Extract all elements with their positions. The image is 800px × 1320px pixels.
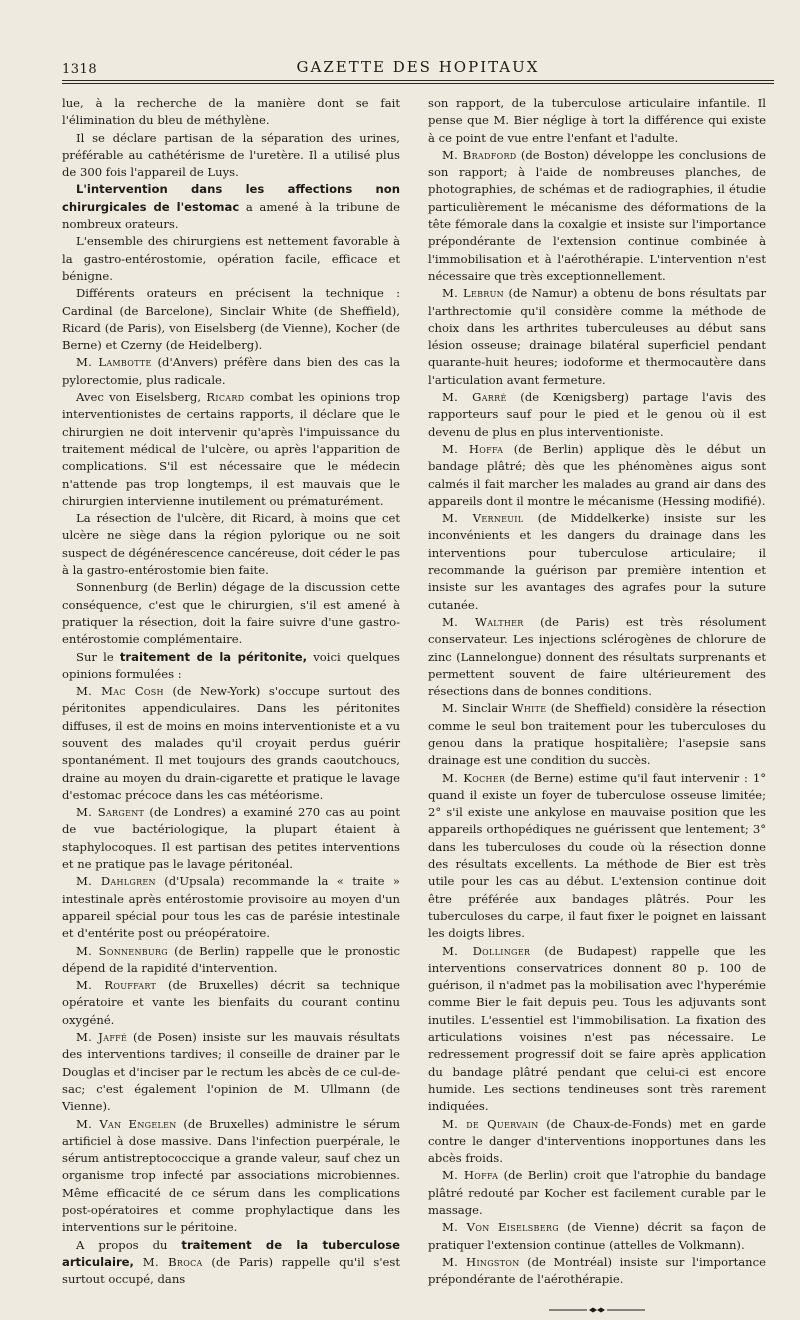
section-heading: traitement de la tuberculose articulaire,: [62, 1237, 400, 1269]
paragraph: M. Sonnenburg (de Berlin) rappelle que le pronostic dépend de la rapidité d'intervention.: [62, 943, 400, 975]
speaker-name: M. Garré: [442, 390, 507, 405]
paragraph: L'intervention dans les affections non chirurgicales de l'estomac a amené à la tribune de nombreux orateurs.: [62, 182, 400, 232]
paragraph: Sur le traitement de la péritonite, voici quelques opinions formulées :: [62, 649, 400, 681]
paragraph: M. de Quervain (de Chaux-de-Fonds) met en garde contre le danger d'interventions inopportunes dans les abcès froids.: [428, 1116, 766, 1166]
section-heading: L'intervention dans les affections non chirurgicales de l'estomac: [62, 182, 400, 214]
paragraph: M. Hoffa (de Berlin) croit que l'atrophie du bandage plâtré redouté par Kocher est facilement curable par le massage.: [428, 1168, 766, 1217]
paragraph: M. Lebrun (de Namur) a obtenu de bons résultats par l'arthrectomie qu'il considère comme la méthode de choix dans les arthrites tuberculeuses au début sans lésion osseuse; drainage bilatéral superficiel pendant quarante-huit heures; iodoforme et thermocautère dans l'articulation avant fermeture.: [428, 286, 766, 387]
paragraph: M. Bradford (de Boston) développe les conclusions de son rapport; à l'aide de nombreuses planches, de photographies, de schémas et de radiographies, il étudie particulièrement le mécanisme des déformations de la tête fémorale dans la coxalgie et insiste sur l'importance prépondérante de l'extension continue combinée à l'immobilisation et à l'aérothérapie. L'intervention n'est nécessaire que très exceptionnellement.: [428, 147, 766, 283]
paragraph: Il se déclare partisan de la séparation des urines, préférable au cathétérisme de l'uretère. Il a utilisé plus de 300 fois l'appareil de Luys.: [62, 130, 400, 180]
paragraph: L'ensemble des chirurgiens est nettement favorable à la gastro-entérostomie, opération facile, efficace et bénigne.: [62, 234, 400, 283]
paragraph: son rapport, de la tuberculose articulaire infantile. Il pense que M. Bier néglige à tort la différence qui existe à ce point de vue entre l'enfant et l'adulte.: [428, 96, 766, 145]
speaker-name: M. Sargent: [76, 805, 145, 820]
speaker-name: M. de Quervain: [442, 1116, 539, 1131]
speaker-name: M. Van Engelen: [76, 1116, 177, 1131]
section-heading: traitement de la péritonite,: [119, 649, 308, 664]
speaker-name: M. Von Eiselsberg: [442, 1220, 559, 1235]
speaker-name: M. Hoffa: [442, 1168, 499, 1183]
paragraph: La résection de l'ulcère, dit Ricard, à moins que cet ulcère ne siège dans la région pylorique ou ne soit suspect de dégénérescence cancéreuse, doit céder le pas à la gastro-entérostomie bien faite.: [62, 511, 400, 578]
speaker-name: M. Bradford: [442, 147, 517, 162]
speaker-name: M. Rouffart: [76, 978, 157, 993]
paragraph: M. Rouffart (de Bruxelles) décrit sa technique opératoire et vante les bienfaits du courant continu oxygéné.: [62, 978, 400, 1027]
header-rule-bottom: [62, 83, 774, 84]
speaker-name: M. Jaffé: [76, 1030, 128, 1045]
paragraph: M. Von Eiselsberg (de Vienne) décrit sa façon de pratiquer l'extension continue (attelles de Volkmann).: [428, 1220, 767, 1252]
paragraph: M. Kocher (de Berne) estime qu'il faut intervenir : 1° quand il existe un foyer de tuberculose osseuse limitée; 2° s'il existe une ankylose en mauvaise position que les appareils orthopédiques ne guérissent que lentement; 3° dans les tuberculoses du coude où la résection donne des résultats excellents. La méthode de Bier est très utile pour les cas au début. L'extension continue doit être préférée aux bandages plâtrés. Pour les tuberculoses du carpe, il faut fixer le poignet en laissant les doigts libres.: [428, 770, 766, 941]
paragraph: M. Sargent (de Londres) a examiné 270 cas au point de vue bactériologique, la plupart étaient à staphylocoques. Il est partisan des petites interventions et ne pratique pas le lavage péritonéal.: [62, 805, 400, 872]
paragraph: M. Lambotte (d'Anvers) préfère dans bien des cas la pylorectomie, plus radicale.: [62, 355, 400, 387]
paragraph: M. Walther (de Paris) est très résolument conservateur. Les injections sclérogènes de chlorure de zinc (Lannelongue) donnent des résultats surprenants et permettent souvent de faire ultérieurement des résections dans de bonnes conditions.: [428, 614, 766, 699]
header-rule-top: [62, 80, 774, 81]
journal-title: GAZETTE DES HOPITAUX: [296, 58, 540, 76]
speaker-name: M. Verneuil: [442, 511, 524, 526]
speaker-name: M. Lebrun: [442, 286, 504, 301]
paragraph: M. Mac Cosh (de New-York) s'occupe surtout des péritonites appendiculaires. Dans les péritonites diffuses, il est de moins en moins interventioniste et a vu souvent des malades qu'il croyait perdus guérir spontanément. Il met toujours des grands caoutchoucs, draine au moyen du drain-cigarette et pratique le lavage d'estomac précoce dans les cas météorisme.: [62, 684, 400, 802]
paragraph: M. Verneuil (de Middelkerke) insiste sur les inconvénients et les dangers du drainage dans les interventions pour tuberculose articulaire; il recommande la guérison par première intention et insiste sur les avantages des agrafes pour la suture cutanée.: [428, 511, 766, 612]
speaker-name: M. Hoffa: [442, 441, 504, 456]
end-ornament-icon: [428, 1302, 766, 1319]
speaker-name: Ricard: [206, 390, 245, 405]
paragraph: M. Hingston (de Montréal) insiste sur l'importance prépondérante de l'aérothérapie.: [428, 1254, 767, 1287]
paragraph: M. Van Engelen (de Bruxelles) administre le sérum artificiel à dose massive. Dans l'infection puerpérale, le sérum antistreptococcique a grande valeur, sauf chez un organisme trop infecté par associations microbiennes. Même efficacité de ce sérum dans les complications post-opératoires et comme prophylactique dans les interventions sur le péritoine.: [62, 1116, 400, 1235]
paragraph: Sonnenburg (de Berlin) dégage de la discussion cette conséquence, c'est que le chirurgien, s'il est amené à pratiquer la résection, doit la faire suivre d'une gastro-entérostomie complémentaire.: [62, 580, 400, 647]
speaker-name: White: [511, 701, 547, 716]
paragraph: M. Jaffé (de Posen) insiste sur les mauvais résultats des interventions tardives; il conseille de drainer par le Douglas et d'inciser par le rectum les abcès de ce cul-de-sac; c'est également l'opinion de M. Ullmann (de Vienne).: [62, 1030, 400, 1114]
paragraph: Différents orateurs en précisent la technique : Cardinal (de Barcelone), Sinclair White (de Sheffield), Ricard (de Paris), von Eiselsberg (de Vienne), Kocher (de Berne) et Czerny (de Heidelberg).: [62, 286, 400, 353]
speaker-name: M. Dollinger: [442, 943, 531, 958]
paragraph: lue, à la recherche de la manière dont se fait l'élimination du bleu de méthylène.: [62, 96, 400, 128]
left-column: [62, 95, 401, 1287]
paragraph: M. Hoffa (de Berlin) applique dès le début un bandage plâtré; dès que les phénomènes aigus sont calmés il fait marcher les malades au grand air dans des appareils dont il montre le mécanisme (Hessing modifié).: [428, 441, 767, 508]
speaker-name: M. Hingston: [442, 1254, 520, 1269]
end-ornament-icon: [549, 1306, 645, 1314]
speaker-name: M. Dahlgren: [76, 874, 156, 889]
paragraph: M. Dahlgren (d'Upsala) recommande la « traite » intestinale après entérostomie provisoire au moyen d'un appareil spécial pour tous les cas de parésie intestinale et d'entérite post ou préopératoire.: [62, 874, 400, 941]
speaker-name: M. Mac Cosh: [76, 684, 164, 699]
page-header: [62, 52, 774, 82]
paragraph: M. Sinclair White (de Sheffield) considère la résection comme le seul bon traitement pour les tuberculoses du genou dans la pratique hospitalière; l'asepsie sans drainage est une condition du succès.: [428, 701, 766, 768]
speaker-name: M. Lambotte: [76, 355, 152, 370]
right-column: [428, 95, 767, 1287]
speaker-name: M. Broca: [142, 1254, 203, 1269]
speaker-name: M. Sonnenburg: [76, 943, 168, 958]
paragraph: M. Dollinger (de Budapest) rappelle que les interventions conservatrices donnent 80 p. 100 de guérison, il n'admet pas la mobilisation avec l'hyperémie comme Bier le fait depuis peu. Tous les adjuvants sont inutiles. L'essentiel est l'immobilisation. La fixation des articulations voisines n'est pas nécessaire. Le redressement progressif doit se faire après application du bandage plâtré pendant que celui-ci est encore humide. Les sections tendineuses sont très rarement indiquées.: [428, 943, 766, 1114]
paragraph: M. Garré (de Kœnigsberg) partage l'avis des rapporteurs sauf pour le pied et le genou où il est devenu de plus en plus interventioniste.: [428, 390, 766, 439]
speaker-name: M. Kocher: [442, 770, 506, 785]
speaker-name: M. Walther: [442, 614, 524, 629]
paragraph: A propos du traitement de la tuberculose articulaire, M. Broca (de Paris) rappelle qu'il s'est surtout occupé, dans: [62, 1237, 401, 1287]
paragraph: Avec von Eiselsberg, Ricard combat les opinions trop interventionistes de certains rapports, il déclare que le chirurgien ne doit intervenir qu'après l'impuissance du traitement médical de l'ulcère, ou après l'apparition de complications. S'il est nécessaire que le médecin n'attende pas trop longtemps, il est mauvais que le chirurgien intervienne inutilement ou prématurément.: [62, 390, 400, 508]
page-number: 1318: [62, 62, 98, 77]
